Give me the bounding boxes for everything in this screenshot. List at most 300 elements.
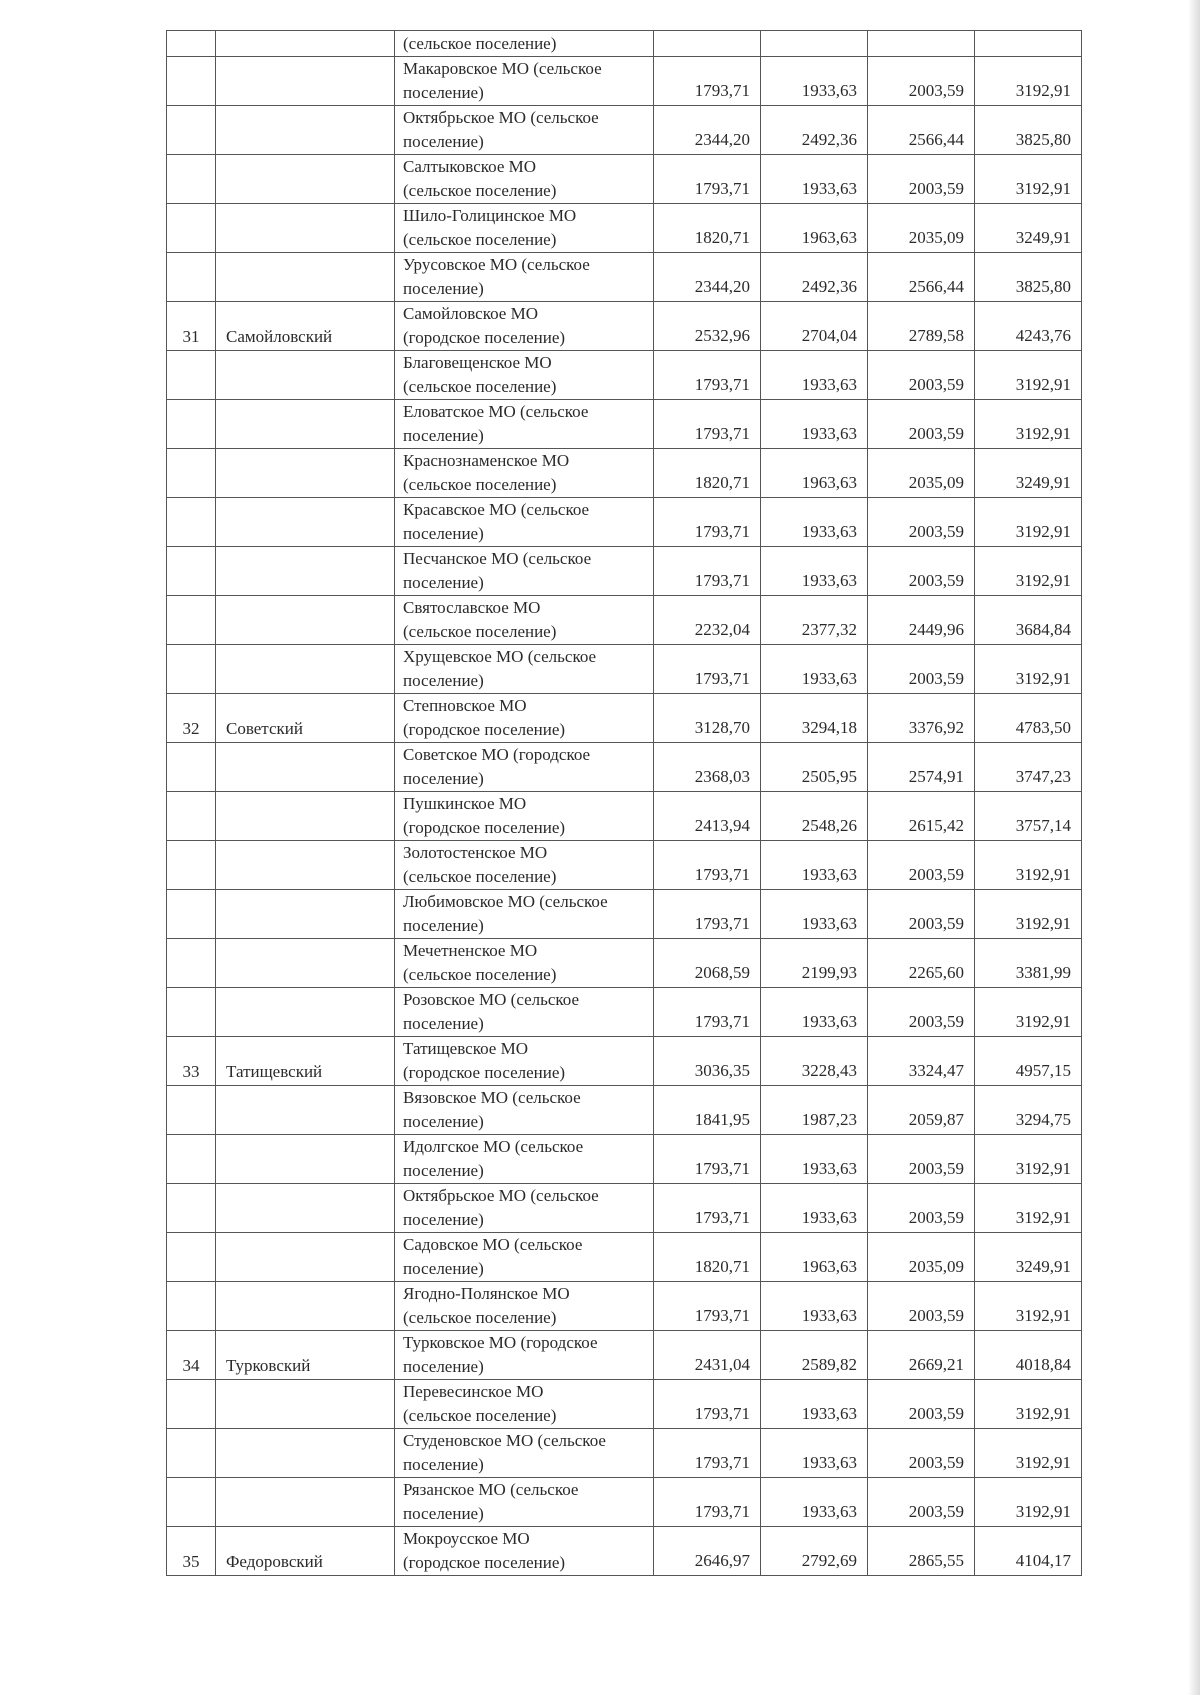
value-cell-3: 2003,59 — [868, 1429, 975, 1478]
value-cell-3: 2003,59 — [868, 841, 975, 890]
municipality-name-line: (сельское поселение) — [403, 965, 557, 984]
value-cell-3: 2035,09 — [868, 1233, 975, 1282]
value-cell-2: 1963,63 — [761, 449, 868, 498]
municipality-name-line: поселение) — [403, 426, 484, 445]
municipality-name-line: (городское поселение) — [403, 1553, 566, 1572]
value-cell-4: 3249,91 — [975, 204, 1082, 253]
value-cell-4: 3192,91 — [975, 1380, 1082, 1429]
value-cell-4: 3192,91 — [975, 890, 1082, 939]
table-row — [167, 1135, 1082, 1184]
municipality-name-line: (сельское поселение) — [403, 181, 557, 200]
value-cell-3: 2789,58 — [868, 302, 975, 351]
municipality-name-line: Красавское МО (сельское — [403, 500, 590, 519]
tariff-table-container — [166, 30, 1082, 1576]
table-row — [167, 1331, 1082, 1380]
value-cell-4: 3192,91 — [975, 1135, 1082, 1184]
value-cell-1: 1820,71 — [654, 204, 761, 253]
row-number-cell — [167, 792, 216, 841]
value-cell-1: 1793,71 — [654, 155, 761, 204]
row-number-cell — [167, 155, 216, 204]
row-number-cell — [167, 1086, 216, 1135]
municipality-name-line: (сельское поселение) — [403, 1406, 557, 1425]
district-cell — [216, 57, 395, 106]
row-number-cell — [167, 1380, 216, 1429]
row-number-cell: 34 — [167, 1331, 216, 1380]
table-row — [167, 890, 1082, 939]
municipality-name-line: Хрущевское МО (сельское — [403, 647, 597, 666]
municipality-name-line: Октябрьское МО (сельское — [403, 1186, 599, 1205]
row-number-cell — [167, 1233, 216, 1282]
value-cell-3: 2003,59 — [868, 1184, 975, 1233]
value-cell-2: 1933,63 — [761, 1184, 868, 1233]
value-cell-3: 2003,59 — [868, 498, 975, 547]
municipality-cell — [395, 1233, 654, 1282]
district-cell — [216, 204, 395, 253]
value-cell-2: 1933,63 — [761, 988, 868, 1037]
municipality-cell — [395, 841, 654, 890]
table-row — [167, 743, 1082, 792]
value-cell-2: 1933,63 — [761, 57, 868, 106]
row-number-cell: 33 — [167, 1037, 216, 1086]
district-cell — [216, 547, 395, 596]
district-cell — [216, 1380, 395, 1429]
municipality-name-line: (сельское поселение) — [403, 475, 557, 494]
municipality-name-line: (городское поселение) — [403, 1063, 566, 1082]
municipality-name-line: Шило-Голицинское МО — [403, 206, 577, 225]
municipality-name-line: Октябрьское МО (сельское — [403, 108, 599, 127]
scan-edge-shadow — [1188, 0, 1200, 1695]
value-cell-1: 2068,59 — [654, 939, 761, 988]
municipality-cell — [395, 1184, 654, 1233]
table-row — [167, 31, 1082, 57]
table-row — [167, 449, 1082, 498]
district-cell — [216, 449, 395, 498]
value-cell-4: 4243,76 — [975, 302, 1082, 351]
value-cell-4: 3192,91 — [975, 400, 1082, 449]
municipality-name-line: Мокроусское МО — [403, 1529, 530, 1548]
municipality-name-line: поселение) — [403, 83, 484, 102]
table-row — [167, 1429, 1082, 1478]
value-cell-3: 3324,47 — [868, 1037, 975, 1086]
table-row — [167, 351, 1082, 400]
value-cell-2: 2704,04 — [761, 302, 868, 351]
row-number-cell — [167, 253, 216, 302]
district-cell — [216, 792, 395, 841]
municipality-name-line: Макаровское МО (сельское — [403, 59, 602, 78]
municipality-name-line: (сельское поселение) — [403, 1308, 557, 1327]
district-cell: Самойловский — [216, 302, 395, 351]
municipality-name-line: поселение) — [403, 671, 484, 690]
municipality-cell — [395, 1282, 654, 1331]
row-number-cell — [167, 498, 216, 547]
value-cell-1: 1793,71 — [654, 1184, 761, 1233]
value-cell-1: 2646,97 — [654, 1527, 761, 1576]
district-cell — [216, 645, 395, 694]
value-cell-4: 3192,91 — [975, 988, 1082, 1037]
municipality-name-line: Еловатское МО (сельское — [403, 402, 589, 421]
value-cell-3: 2003,59 — [868, 400, 975, 449]
table-row — [167, 204, 1082, 253]
value-cell-3: 2003,59 — [868, 351, 975, 400]
value-cell-3: 2003,59 — [868, 645, 975, 694]
municipality-name-line: (городское поселение) — [403, 818, 566, 837]
municipality-cell — [395, 155, 654, 204]
value-cell-1: 2431,04 — [654, 1331, 761, 1380]
municipality-name-line: Ягодно-Полянское МО — [403, 1284, 570, 1303]
municipality-name-line: Советское МО (городское — [403, 745, 591, 764]
municipality-name-line: Песчанское МО (сельское — [403, 549, 592, 568]
value-cell-4: 3192,91 — [975, 1478, 1082, 1527]
value-cell-3: 2615,42 — [868, 792, 975, 841]
district-cell — [216, 988, 395, 1037]
row-number-cell — [167, 1282, 216, 1331]
municipality-name-line: поселение) — [403, 1014, 484, 1033]
municipality-cell — [395, 1135, 654, 1184]
table-row — [167, 302, 1082, 351]
value-cell-2: 1933,63 — [761, 841, 868, 890]
value-cell-3: 2003,59 — [868, 1380, 975, 1429]
municipality-cell — [395, 351, 654, 400]
municipality-name-line: поселение) — [403, 1455, 484, 1474]
municipality-cell — [395, 302, 654, 351]
table-row — [167, 988, 1082, 1037]
table-row — [167, 1184, 1082, 1233]
municipality-name-line: Салтыковское МО — [403, 157, 537, 176]
value-cell-2: 1933,63 — [761, 645, 868, 694]
municipality-name-line: Идолгское МО (сельское — [403, 1137, 584, 1156]
value-cell-4: 3249,91 — [975, 1233, 1082, 1282]
value-cell-2: 1933,63 — [761, 1478, 868, 1527]
district-cell — [216, 596, 395, 645]
district-cell — [216, 498, 395, 547]
value-cell-1: 1841,95 — [654, 1086, 761, 1135]
value-cell-3: 2003,59 — [868, 988, 975, 1037]
value-cell-3: 2566,44 — [868, 253, 975, 302]
district-cell — [216, 106, 395, 155]
value-cell-4: 3192,91 — [975, 351, 1082, 400]
value-cell-2: 1933,63 — [761, 498, 868, 547]
value-cell-1: 1793,71 — [654, 1282, 761, 1331]
municipality-cell — [395, 1380, 654, 1429]
municipality-cell — [395, 645, 654, 694]
table-row — [167, 1037, 1082, 1086]
value-cell-3: 2003,59 — [868, 890, 975, 939]
value-cell-4: 3757,14 — [975, 792, 1082, 841]
value-cell-4: 3192,91 — [975, 645, 1082, 694]
value-cell-3: 2669,21 — [868, 1331, 975, 1380]
municipality-name-line: Пушкинское МО — [403, 794, 527, 813]
value-cell-4: 3192,91 — [975, 841, 1082, 890]
value-cell-4: 3249,91 — [975, 449, 1082, 498]
value-cell-1: 2232,04 — [654, 596, 761, 645]
value-cell-4 — [975, 31, 1082, 57]
row-number-cell — [167, 939, 216, 988]
municipality-name-line: Рязанское МО (сельское — [403, 1480, 579, 1499]
district-cell — [216, 1478, 395, 1527]
municipality-cell — [395, 449, 654, 498]
municipality-name-line: Степновское МО — [403, 696, 527, 715]
value-cell-2: 1933,63 — [761, 400, 868, 449]
value-cell-1: 2368,03 — [654, 743, 761, 792]
municipality-name-line: Краснознаменское МО — [403, 451, 570, 470]
municipality-cell — [395, 547, 654, 596]
row-number-cell — [167, 204, 216, 253]
value-cell-2: 1933,63 — [761, 547, 868, 596]
value-cell-3: 2035,09 — [868, 204, 975, 253]
municipality-cell — [395, 1478, 654, 1527]
municipality-name-line: (сельское поселение) — [403, 377, 557, 396]
value-cell-2: 1933,63 — [761, 1380, 868, 1429]
value-cell-3: 2003,59 — [868, 57, 975, 106]
municipality-cell — [395, 31, 654, 57]
municipality-cell — [395, 400, 654, 449]
municipality-name-line: Татищевское МО — [403, 1039, 528, 1058]
value-cell-4: 3192,91 — [975, 1184, 1082, 1233]
municipality-cell — [395, 1037, 654, 1086]
row-number-cell: 32 — [167, 694, 216, 743]
district-cell — [216, 743, 395, 792]
district-cell — [216, 351, 395, 400]
value-cell-3: 2003,59 — [868, 1282, 975, 1331]
municipality-cell — [395, 106, 654, 155]
municipality-name-line: (сельское поселение) — [403, 622, 557, 641]
district-cell — [216, 1282, 395, 1331]
municipality-name-line: поселение) — [403, 1504, 484, 1523]
municipality-name-line: (городское поселение) — [403, 720, 566, 739]
table-row — [167, 155, 1082, 204]
value-cell-1: 1793,71 — [654, 547, 761, 596]
value-cell-2: 2792,69 — [761, 1527, 868, 1576]
row-number-cell — [167, 31, 216, 57]
value-cell-1: 1793,71 — [654, 1429, 761, 1478]
row-number-cell — [167, 841, 216, 890]
municipality-name-line: Вязовское МО (сельское — [403, 1088, 581, 1107]
district-cell: Татищевский — [216, 1037, 395, 1086]
value-cell-4: 3825,80 — [975, 106, 1082, 155]
value-cell-2: 2589,82 — [761, 1331, 868, 1380]
municipality-name-line: Любимовское МО (сельское — [403, 892, 608, 911]
table-row — [167, 1282, 1082, 1331]
row-number-cell — [167, 57, 216, 106]
value-cell-2: 1987,23 — [761, 1086, 868, 1135]
row-number-cell — [167, 106, 216, 155]
municipality-name-line: (сельское поселение) — [403, 867, 557, 886]
value-cell-3: 2449,96 — [868, 596, 975, 645]
district-cell — [216, 1086, 395, 1135]
municipality-name-line: (сельское поселение) — [403, 230, 557, 249]
value-cell-4: 3192,91 — [975, 1429, 1082, 1478]
municipality-cell — [395, 988, 654, 1037]
municipality-name-line: поселение) — [403, 524, 484, 543]
municipality-name-line: поселение) — [403, 1161, 484, 1180]
value-cell-3: 2003,59 — [868, 1478, 975, 1527]
row-number-cell — [167, 1478, 216, 1527]
value-cell-2: 1933,63 — [761, 1135, 868, 1184]
value-cell-1: 2532,96 — [654, 302, 761, 351]
value-cell-2: 1963,63 — [761, 204, 868, 253]
row-number-cell: 31 — [167, 302, 216, 351]
municipality-name-line: Турковское МО (городское — [403, 1333, 598, 1352]
value-cell-1: 1820,71 — [654, 1233, 761, 1282]
table-row — [167, 547, 1082, 596]
value-cell-4: 4957,15 — [975, 1037, 1082, 1086]
value-cell-1: 2344,20 — [654, 253, 761, 302]
value-cell-1: 1820,71 — [654, 449, 761, 498]
value-cell-2: 2492,36 — [761, 253, 868, 302]
table-row — [167, 57, 1082, 106]
district-cell — [216, 155, 395, 204]
row-number-cell — [167, 351, 216, 400]
municipality-cell — [395, 253, 654, 302]
value-cell-4: 3192,91 — [975, 1282, 1082, 1331]
municipality-name-line: поселение) — [403, 573, 484, 592]
table-row — [167, 596, 1082, 645]
value-cell-2: 1933,63 — [761, 1429, 868, 1478]
value-cell-2: 2505,95 — [761, 743, 868, 792]
value-cell-4: 4018,84 — [975, 1331, 1082, 1380]
row-number-cell — [167, 449, 216, 498]
value-cell-3 — [868, 31, 975, 57]
value-cell-3: 2003,59 — [868, 547, 975, 596]
district-cell: Турковский — [216, 1331, 395, 1380]
municipality-name-line: Студеновское МО (сельское — [403, 1431, 606, 1450]
value-cell-2: 2199,93 — [761, 939, 868, 988]
municipality-cell — [395, 498, 654, 547]
value-cell-1: 2413,94 — [654, 792, 761, 841]
value-cell-3: 2003,59 — [868, 1135, 975, 1184]
value-cell-4: 3747,23 — [975, 743, 1082, 792]
table-row — [167, 1527, 1082, 1576]
municipality-name-line: поселение) — [403, 1259, 484, 1278]
value-cell-2: 1933,63 — [761, 890, 868, 939]
row-number-cell: 35 — [167, 1527, 216, 1576]
table-row — [167, 841, 1082, 890]
tariff-table-body — [167, 31, 1082, 1576]
value-cell-4: 3381,99 — [975, 939, 1082, 988]
value-cell-2: 3294,18 — [761, 694, 868, 743]
value-cell-4: 3192,91 — [975, 57, 1082, 106]
municipality-name-line: поселение) — [403, 1210, 484, 1229]
district-cell — [216, 1135, 395, 1184]
value-cell-2: 2377,32 — [761, 596, 868, 645]
municipality-cell — [395, 57, 654, 106]
value-cell-3: 2865,55 — [868, 1527, 975, 1576]
row-number-cell — [167, 1429, 216, 1478]
row-number-cell — [167, 890, 216, 939]
table-row — [167, 645, 1082, 694]
district-cell — [216, 253, 395, 302]
value-cell-1: 2344,20 — [654, 106, 761, 155]
row-number-cell — [167, 988, 216, 1037]
value-cell-3: 2574,91 — [868, 743, 975, 792]
value-cell-1: 1793,71 — [654, 1135, 761, 1184]
district-cell — [216, 939, 395, 988]
value-cell-2: 1963,63 — [761, 1233, 868, 1282]
row-number-cell — [167, 645, 216, 694]
value-cell-4: 4783,50 — [975, 694, 1082, 743]
row-number-cell — [167, 400, 216, 449]
table-row — [167, 939, 1082, 988]
municipality-name-line: (сельское поселение) — [403, 34, 557, 53]
table-row — [167, 106, 1082, 155]
district-cell — [216, 1233, 395, 1282]
table-row — [167, 253, 1082, 302]
value-cell-4: 3684,84 — [975, 596, 1082, 645]
municipality-cell — [395, 204, 654, 253]
municipality-cell — [395, 939, 654, 988]
value-cell-1: 1793,71 — [654, 1380, 761, 1429]
value-cell-2: 1933,63 — [761, 155, 868, 204]
table-row — [167, 1086, 1082, 1135]
district-cell — [216, 1184, 395, 1233]
value-cell-1: 3128,70 — [654, 694, 761, 743]
table-row — [167, 1380, 1082, 1429]
value-cell-3: 2265,60 — [868, 939, 975, 988]
municipality-cell — [395, 743, 654, 792]
table-row — [167, 694, 1082, 743]
tariff-table — [166, 30, 1082, 1576]
table-row — [167, 1478, 1082, 1527]
row-number-cell — [167, 743, 216, 792]
value-cell-3: 2566,44 — [868, 106, 975, 155]
value-cell-4: 4104,17 — [975, 1527, 1082, 1576]
municipality-name-line: Благовещенское МО — [403, 353, 552, 372]
municipality-cell — [395, 694, 654, 743]
value-cell-1: 1793,71 — [654, 890, 761, 939]
table-row — [167, 498, 1082, 547]
value-cell-2 — [761, 31, 868, 57]
municipality-name-line: поселение) — [403, 132, 484, 151]
municipality-cell — [395, 792, 654, 841]
value-cell-1: 3036,35 — [654, 1037, 761, 1086]
value-cell-2: 1933,63 — [761, 1282, 868, 1331]
district-cell — [216, 400, 395, 449]
table-row — [167, 1233, 1082, 1282]
value-cell-1 — [654, 31, 761, 57]
municipality-name-line: Урусовское МО (сельское — [403, 255, 590, 274]
district-cell: Федоровский — [216, 1527, 395, 1576]
municipality-name-line: Мечетненское МО — [403, 941, 538, 960]
municipality-name-line: поселение) — [403, 1357, 484, 1376]
municipality-name-line: Розовское МО (сельское — [403, 990, 580, 1009]
value-cell-4: 3192,91 — [975, 547, 1082, 596]
value-cell-1: 1793,71 — [654, 351, 761, 400]
value-cell-1: 1793,71 — [654, 988, 761, 1037]
district-cell: Советский — [216, 694, 395, 743]
municipality-name-line: поселение) — [403, 916, 484, 935]
municipality-cell — [395, 1527, 654, 1576]
row-number-cell — [167, 596, 216, 645]
value-cell-3: 2035,09 — [868, 449, 975, 498]
value-cell-1: 1793,71 — [654, 400, 761, 449]
value-cell-4: 3192,91 — [975, 498, 1082, 547]
value-cell-4: 3294,75 — [975, 1086, 1082, 1135]
value-cell-4: 3825,80 — [975, 253, 1082, 302]
municipality-name-line: Садовское МО (сельское — [403, 1235, 583, 1254]
value-cell-4: 3192,91 — [975, 155, 1082, 204]
row-number-cell — [167, 547, 216, 596]
value-cell-1: 1793,71 — [654, 498, 761, 547]
row-number-cell — [167, 1135, 216, 1184]
municipality-name-line: (городское поселение) — [403, 328, 566, 347]
municipality-cell — [395, 1429, 654, 1478]
value-cell-1: 1793,71 — [654, 57, 761, 106]
municipality-cell — [395, 1331, 654, 1380]
table-row — [167, 792, 1082, 841]
value-cell-2: 2492,36 — [761, 106, 868, 155]
municipality-name-line: Перевесинское МО — [403, 1382, 544, 1401]
value-cell-3: 3376,92 — [868, 694, 975, 743]
